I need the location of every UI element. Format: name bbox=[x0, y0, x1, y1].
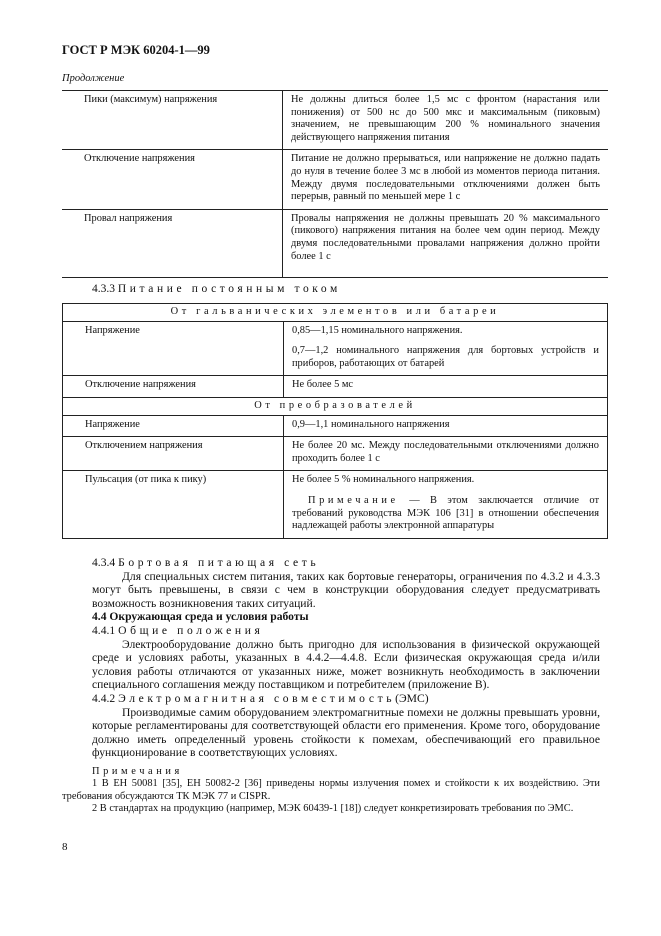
requirement-cell: 0,9—1,1 номинального напряжения bbox=[284, 415, 608, 437]
note-item: 2 В стандартах на продукцию (например, МЭК 60439-1 [18]) следует конкретизировать требования по ЭМС. bbox=[92, 803, 574, 815]
section-heading-4-3-4 bbox=[92, 556, 600, 570]
requirement-cell: Не должны длиться более 1,5 мс с фронтом (нарастания или понижения) от 500 нс до 500 мкс и максимальным (пиковым) значением, не превышающим 200 % номинального значения действующего напряжения питания bbox=[283, 91, 609, 150]
param-cell: Отключение напряжения bbox=[62, 150, 283, 209]
requirement-cell: Не более 5 мс bbox=[284, 376, 608, 398]
table-row bbox=[62, 91, 608, 150]
table-section-row bbox=[63, 304, 608, 322]
table-row bbox=[63, 437, 608, 471]
section-abbr: (ЭМС) bbox=[395, 691, 429, 705]
requirement-cell: Питание не должно прерываться, или напряжение не должно падать до нуля в течение более 3 мс в любой из моментов периода питания. Между двумя последовательными отключениями должен быть перерыв, равный по меньшей мере 1 с bbox=[283, 150, 609, 209]
requirement-cell: Провалы напряжения не должны превышать 20 % максимального (пикового) напряжения питания на более чем один период. Между двумя последовательными провалами напряжения должно пройти более 1 с bbox=[283, 209, 609, 277]
paragraph: Электрооборудование должно быть пригодно для использования в физической окружающей среде и условиях работы, указанных в 4.4.2—4.4.8. Если физическая окружающая среда и/или условия работы отличаются от указанных ниже, может возникнуть необходимость в заключении специального соглашения между поставщиком и потребителем (приложение В). bbox=[92, 637, 600, 692]
param-cell: Отключение напряжения bbox=[63, 376, 284, 398]
document-header: ГОСТ Р МЭК 60204-1—99 bbox=[62, 43, 210, 57]
paragraph: Производимые самим оборудованием электромагнитные помехи не должны превышать уровни, которые регламентированы для соответствующей области его применения. Кроме того, оборудование должно иметь определенный уровень стойкости к помехам, обеспечивающий его правильное функционирование в соответствующих условиях. bbox=[92, 705, 600, 760]
param-cell: Провал напряжения bbox=[62, 209, 283, 277]
requirement-cell: Не более 20 мс. Между последовательными отключениями должно проходить более 1 с bbox=[284, 437, 608, 471]
param-cell: Пульсация (от пика к пику) bbox=[63, 471, 284, 538]
note-item: 1 В ЕН 50081 [35], ЕН 50082-2 [36] приведены нормы излучения помех и стойкости к их воздействию. Эти требования обсуждаются ТК МЭК 77 и CISPR. bbox=[62, 778, 600, 802]
section-heading-4-4-1 bbox=[92, 624, 600, 638]
table-section-header: От преобразователей bbox=[63, 397, 608, 415]
param-cell: Напряжение bbox=[63, 415, 284, 437]
param-cell: Отключением напряжения bbox=[63, 437, 284, 471]
body-text bbox=[92, 556, 600, 760]
requirement-text: Не более 5 % номинального напряжения. bbox=[292, 474, 475, 486]
requirement-text: 0,7—1,2 номинального напряжения для бортовых устройств и приборов, работающих от батарей bbox=[292, 345, 599, 369]
table-row bbox=[63, 376, 608, 398]
table-row bbox=[62, 209, 608, 277]
section-number: 4.4.2 bbox=[92, 691, 116, 705]
requirement-text: 0,85—1,15 номинального напряжения. bbox=[292, 324, 463, 336]
param-cell: Пики (максимум) напряжения bbox=[62, 91, 283, 150]
notes-label: Примечания bbox=[92, 766, 183, 777]
note-text: — В этом заключается отличие от требований руководства МЭК 106 [31] в отношении обеспечения надлежащей работы электронной аппаратуры bbox=[292, 494, 599, 532]
ac-supply-table bbox=[62, 90, 608, 278]
section-title: Электромагнитная совместимость bbox=[118, 691, 396, 705]
table-section-row bbox=[63, 397, 608, 415]
section-heading-4-4-2 bbox=[92, 692, 600, 706]
note-label: Примечание bbox=[308, 494, 399, 506]
continued-label: Продолжение bbox=[62, 73, 125, 84]
requirement-cell bbox=[284, 321, 608, 376]
param-cell: Напряжение bbox=[63, 321, 284, 376]
notes-block bbox=[62, 766, 600, 816]
section-title: Бортовая питающая сеть bbox=[118, 556, 320, 569]
section-title: Общие положения bbox=[118, 623, 264, 637]
section-title: Питание постоянным током bbox=[117, 283, 341, 295]
section-number: 4.3.4 bbox=[92, 556, 116, 569]
requirement-cell bbox=[284, 471, 608, 538]
page-number: 8 bbox=[62, 841, 68, 853]
section-heading-4-3-3 bbox=[92, 283, 341, 295]
section-number: 4.3.3 bbox=[92, 283, 115, 295]
table-row bbox=[62, 150, 608, 209]
paragraph: Для специальных систем питания, таких как бортовые генераторы, ограничения по 4.3.2 и 4.3.3 могут быть превышены, в связи с чем в конструкции оборудования следует предусматривать возможность возникновения таких ситуаций. bbox=[92, 569, 600, 610]
dc-supply-table bbox=[62, 303, 608, 539]
section-heading-4-4: 4.4 Окружающая среда и условия работы bbox=[92, 610, 309, 624]
section-number: 4.4.1 bbox=[92, 623, 116, 637]
table-row bbox=[63, 415, 608, 437]
table-section-header: От гальванических элементов или батареи bbox=[63, 304, 608, 322]
table-row bbox=[63, 471, 608, 538]
table-row bbox=[63, 321, 608, 376]
table-note bbox=[292, 495, 599, 533]
